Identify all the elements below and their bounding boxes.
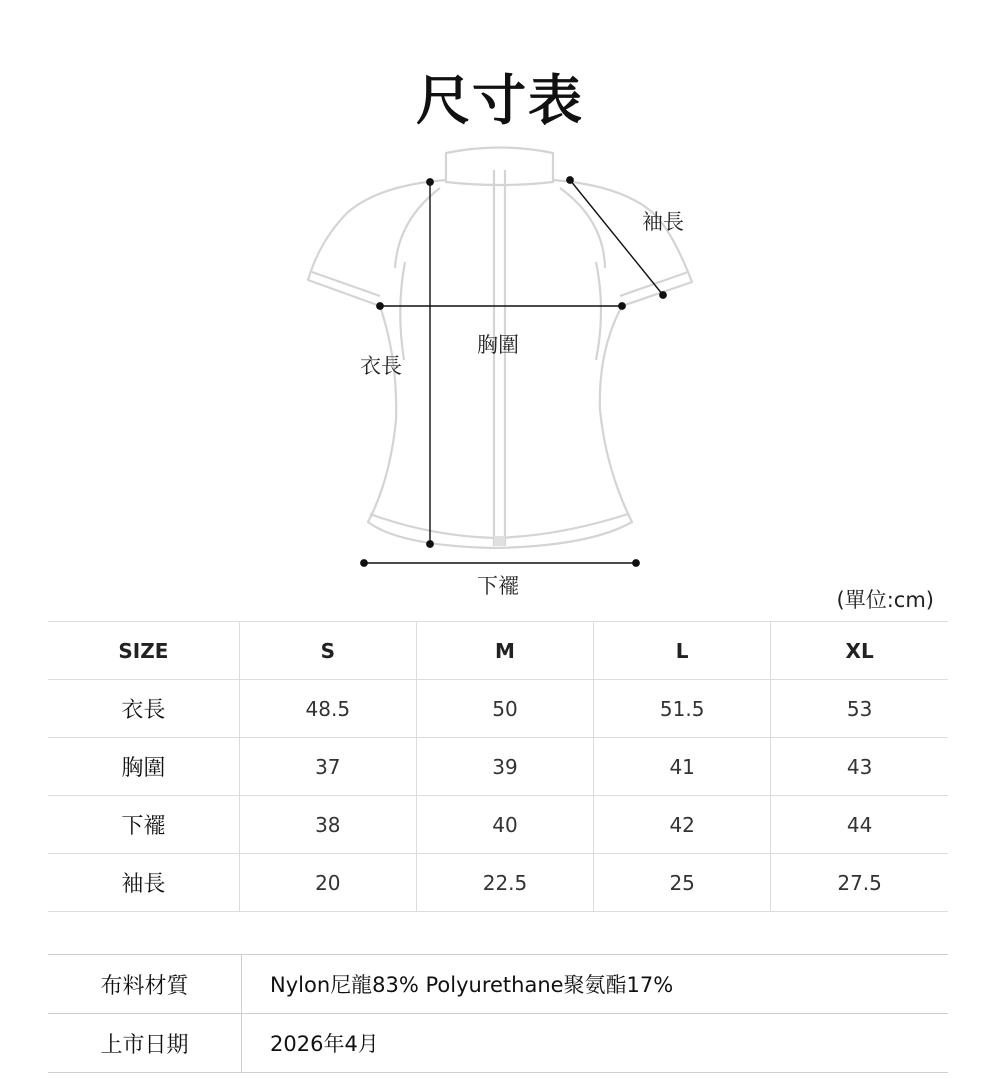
table-cell: 44 [771, 796, 948, 854]
unit-note: (單位:cm) [836, 588, 934, 612]
measurement-lines [361, 177, 666, 566]
table-cell: 39 [416, 738, 593, 796]
hem-label: 下襬 [477, 574, 519, 598]
table-cell: 40 [416, 796, 593, 854]
table-cell: 22.5 [416, 854, 593, 912]
body-length-label: 衣長 [360, 354, 402, 378]
size-table [48, 621, 948, 912]
header-cell: L [594, 622, 771, 680]
info-value: 2026年4月 [242, 1014, 949, 1073]
table-row [48, 854, 948, 912]
table-row [48, 796, 948, 854]
row-label: 下襬 [48, 796, 239, 854]
info-row-release-date [48, 1014, 948, 1073]
info-label: 布料材質 [48, 955, 242, 1014]
table-cell: 37 [239, 738, 416, 796]
size-table-header [48, 622, 948, 680]
table-cell: 50 [416, 680, 593, 738]
table-cell: 27.5 [771, 854, 948, 912]
table-cell: 20 [239, 854, 416, 912]
chest-label: 胸圍 [477, 333, 519, 357]
table-cell: 51.5 [594, 680, 771, 738]
garment-diagram [0, 140, 1000, 580]
row-label: 衣長 [48, 680, 239, 738]
info-row-material [48, 955, 948, 1014]
table-row [48, 738, 948, 796]
sleeve-length-label: 袖長 [642, 210, 684, 234]
table-row [48, 680, 948, 738]
table-cell: 53 [771, 680, 948, 738]
info-value: Nylon尼龍83% Polyurethane聚氨酯17% [242, 955, 949, 1014]
table-cell: 38 [239, 796, 416, 854]
header-cell: SIZE [48, 622, 239, 680]
row-label: 胸圍 [48, 738, 239, 796]
table-cell: 25 [594, 854, 771, 912]
product-info-table [48, 954, 948, 1073]
header-cell: M [416, 622, 593, 680]
row-label: 袖長 [48, 854, 239, 912]
header-cell: S [239, 622, 416, 680]
table-cell: 48.5 [239, 680, 416, 738]
table-cell: 42 [594, 796, 771, 854]
table-cell: 41 [594, 738, 771, 796]
page-title: 尺寸表 [416, 69, 584, 132]
table-cell: 43 [771, 738, 948, 796]
info-label: 上市日期 [48, 1014, 242, 1073]
header-cell: XL [771, 622, 948, 680]
